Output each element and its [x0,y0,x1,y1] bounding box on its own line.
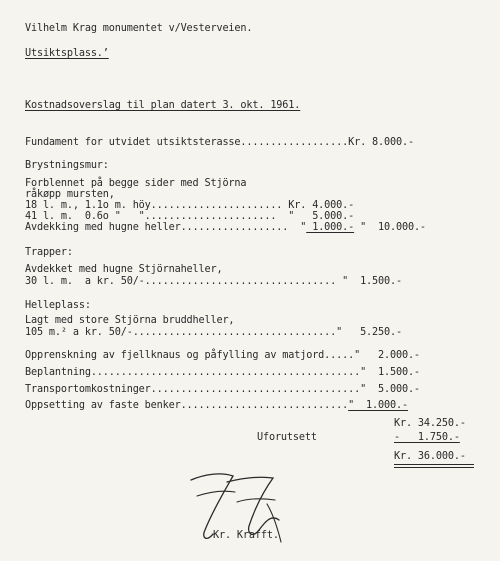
header-line-1: Vilhelm Krag monumentet v/Vesterveien. [25,23,253,34]
brystningsmur-line-1: Forblennet på begge sider med Stjörna [25,178,247,189]
beplantning-line: Beplantning............................................." 1.500.- [25,367,420,378]
transport-line: Transportomkostninger..................................." 5.000.- [25,384,420,395]
helleplass-heading: Helleplass: [25,300,91,311]
trapper-heading: Trapper: [25,247,73,258]
opprenskning-line: Opprenskning av fjellknaus og påfylling av matjord....." 2.000.- [25,350,420,361]
uforutsett-value: - 1.750.- [394,432,460,443]
subtotal: Kr. 34.250.- [394,418,466,429]
trapper-line-1: Avdekket med hugne Stjörnaheller, [25,264,223,275]
helleplass-line-1: Lagt med store Stjörna bruddheller, [25,315,235,326]
helleplass-line-2: 105 m.² a kr. 50/-.................................." 5.250.- [25,327,402,338]
uforutsett-label: Uforutsett [257,432,317,443]
brystningsmur-heading: Brystningsmur: [25,160,109,171]
total-double-rule-top [394,464,474,465]
trapper-line-2: 30 l. m. a kr. 50/-................................ " 1.500.- [25,276,402,287]
oppsetting-amount: " 1.000.- [348,400,408,411]
total-double-rule-bottom [394,467,474,468]
brystningsmur-line-5 [25,222,426,234]
grand-total: Kr. 36.000.- [394,451,466,462]
oppsetting-text: Oppsetting av faste benker............................ [25,400,349,411]
signature-name: Kr. Krafft. [213,530,279,541]
brystningsmur-line-4: 41 l. m. 0.6o " "...................... " 5.000.- [25,211,355,222]
oppsetting-line [25,400,408,412]
brystningsmur-total: " 10.000.- [354,222,426,233]
brystningsmur-line-2: råkøpp mursten, [25,189,115,200]
estimate-title: Kostnadsoverslag til plan datert 3. okt. 1961. [25,100,301,111]
avdekking-amount: 1.000.- [306,222,355,233]
fundament-line: Fundament for utvidet utsiktsterasse..................Kr. 8.000.- [25,137,414,148]
header-line-2: Utsiktsplass.’ [25,48,109,59]
brystningsmur-line-3: 18 l. m., 1.1o m. höy...................... Kr. 4.000.- [25,200,355,211]
avdekking-text: Avdekking med hugne heller.................. " [25,222,307,233]
